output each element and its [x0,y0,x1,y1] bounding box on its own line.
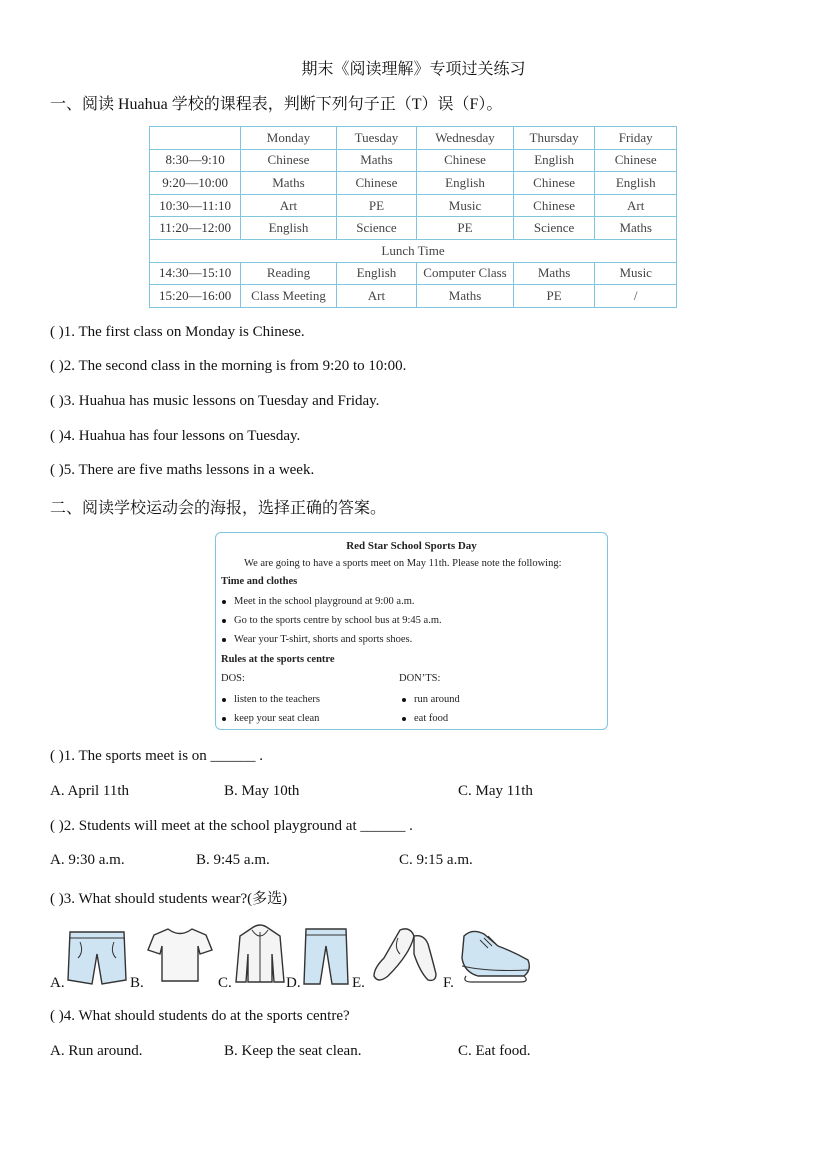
poster-dos-label: DOS: [221,673,245,684]
table-cell: Thursday [513,127,595,150]
option-c: C. May 11th [458,783,533,799]
option-label-b: B. [130,975,144,991]
option-label-a: A. [50,975,65,991]
poster-dos-item: listen to the teachers [222,694,320,705]
table-row-lunch [150,239,677,262]
table-cell: 9:20—10:00 [150,172,241,195]
option-b: B. May 10th [224,783,300,799]
poster-donts-label: DON’TS: [399,673,441,684]
table-cell: PE [417,217,514,240]
page-title: 期末《阅读理解》专项过关练习 [301,61,526,78]
table-cell: Wednesday [417,127,514,150]
table-cell: Music [417,194,514,217]
question-1-4: ( )4. Huahua has four lessons on Tuesday. [50,428,301,444]
table-header-row [150,127,677,150]
table-row [150,194,677,217]
option-label-d: D. [286,975,301,991]
table-cell: Chinese [595,149,677,172]
question-2-4: ( )4. What should students do at the sports centre? [50,1008,350,1024]
trousers-icon [302,926,350,988]
table-cell: English [417,172,514,195]
timetable [149,126,677,308]
option-c: C. Eat food. [458,1043,531,1059]
poster-title: Red Star School Sports Day [346,540,477,552]
table-cell: Art [241,194,336,217]
table-cell: PE [513,285,595,308]
sports-day-poster [215,532,608,730]
table-cell: Monday [241,127,336,150]
table-cell: 14:30—15:10 [150,262,241,285]
table-cell: Science [336,217,417,240]
ballet-shoes-icon [370,924,442,986]
table-cell: English [241,217,336,240]
table-cell: Art [336,285,417,308]
table-cell: 15:20—16:00 [150,285,241,308]
table-cell: Chinese [336,172,417,195]
poster-donts-item: run around [402,694,460,705]
table-cell: 11:20—12:00 [150,217,241,240]
table-cell: Computer Class [417,262,514,285]
table-cell: Chinese [513,172,595,195]
jacket-icon [234,924,286,986]
table-cell [150,127,241,150]
question-2-1: ( )1. The sports meet is on ______ . [50,748,264,764]
question-1-1: ( )1. The first class on Monday is Chinese. [50,324,305,340]
shorts-icon [66,928,128,988]
question-1-5: ( )5. There are five maths lessons in a week. [50,462,315,478]
question-1-3: ( )3. Huahua has music lessons on Tuesday and Friday. [50,393,380,409]
table-cell: Maths [417,285,514,308]
poster-intro: We are going to have a sports meet on May 11th. Please note the following: [244,558,562,569]
poster-time-heading: Time and clothes [221,576,298,587]
option-label-e: E. [352,975,365,991]
sneaker-icon [458,926,534,986]
table-cell: Maths [513,262,595,285]
table-row [150,285,677,308]
lunch-cell: Lunch Time [150,239,677,262]
poster-time-item: Go to the sports centre by school bus at 9:45 a.m. [222,615,442,626]
tshirt-icon [146,926,214,984]
table-row [150,262,677,285]
table-cell: Friday [595,127,677,150]
poster-rules-heading: Rules at the sports centre [221,654,335,665]
option-label-f: F. [443,975,454,991]
poster-donts-item: eat food [402,713,448,724]
table-cell: Chinese [241,149,336,172]
poster-dos-item: keep your seat clean [222,713,319,724]
table-cell: Maths [595,217,677,240]
poster-time-item: Meet in the school playground at 9:00 a.m. [222,596,415,607]
section2-heading: 二、阅读学校运动会的海报，选择正确的答案。 [50,500,387,517]
option-a: A. Run around. [50,1043,143,1059]
question-1-2: ( )2. The second class in the morning is from 9:20 to 10:00. [50,358,407,374]
option-a: A. April 11th [50,783,130,799]
poster-time-item: Wear your T-shirt, shorts and sports shoes. [222,634,412,645]
table-row [150,149,677,172]
question-2-2: ( )2. Students will meet at the school playground at ______ . [50,818,413,834]
table-cell: Tuesday [336,127,417,150]
table-cell: PE [336,194,417,217]
table-cell: Class Meeting [241,285,336,308]
option-c: C. 9:15 a.m. [399,852,473,868]
table-cell: Art [595,194,677,217]
option-b: B. 9:45 a.m. [196,852,270,868]
table-row [150,172,677,195]
table-cell: 8:30—9:10 [150,149,241,172]
option-label-c: C. [218,975,232,991]
option-a: A. 9:30 a.m. [50,852,125,868]
table-cell: Science [513,217,595,240]
table-cell: 10:30—11:10 [150,194,241,217]
table-cell: English [513,149,595,172]
table-cell: Maths [241,172,336,195]
table-cell: Music [595,262,677,285]
table-cell: Reading [241,262,336,285]
table-cell: English [595,172,677,195]
table-cell: / [595,285,677,308]
table-cell: Maths [336,149,417,172]
table-cell: Chinese [513,194,595,217]
table-cell: Chinese [417,149,514,172]
option-b: B. Keep the seat clean. [224,1043,362,1059]
table-cell: English [336,262,417,285]
question-2-3: ( )3. What should students wear?(多选) [50,891,288,907]
table-row [150,217,677,240]
section1-heading: 一、阅读 Huahua 学校的课程表，判断下列句子正（T）误（F）。 [50,96,503,113]
